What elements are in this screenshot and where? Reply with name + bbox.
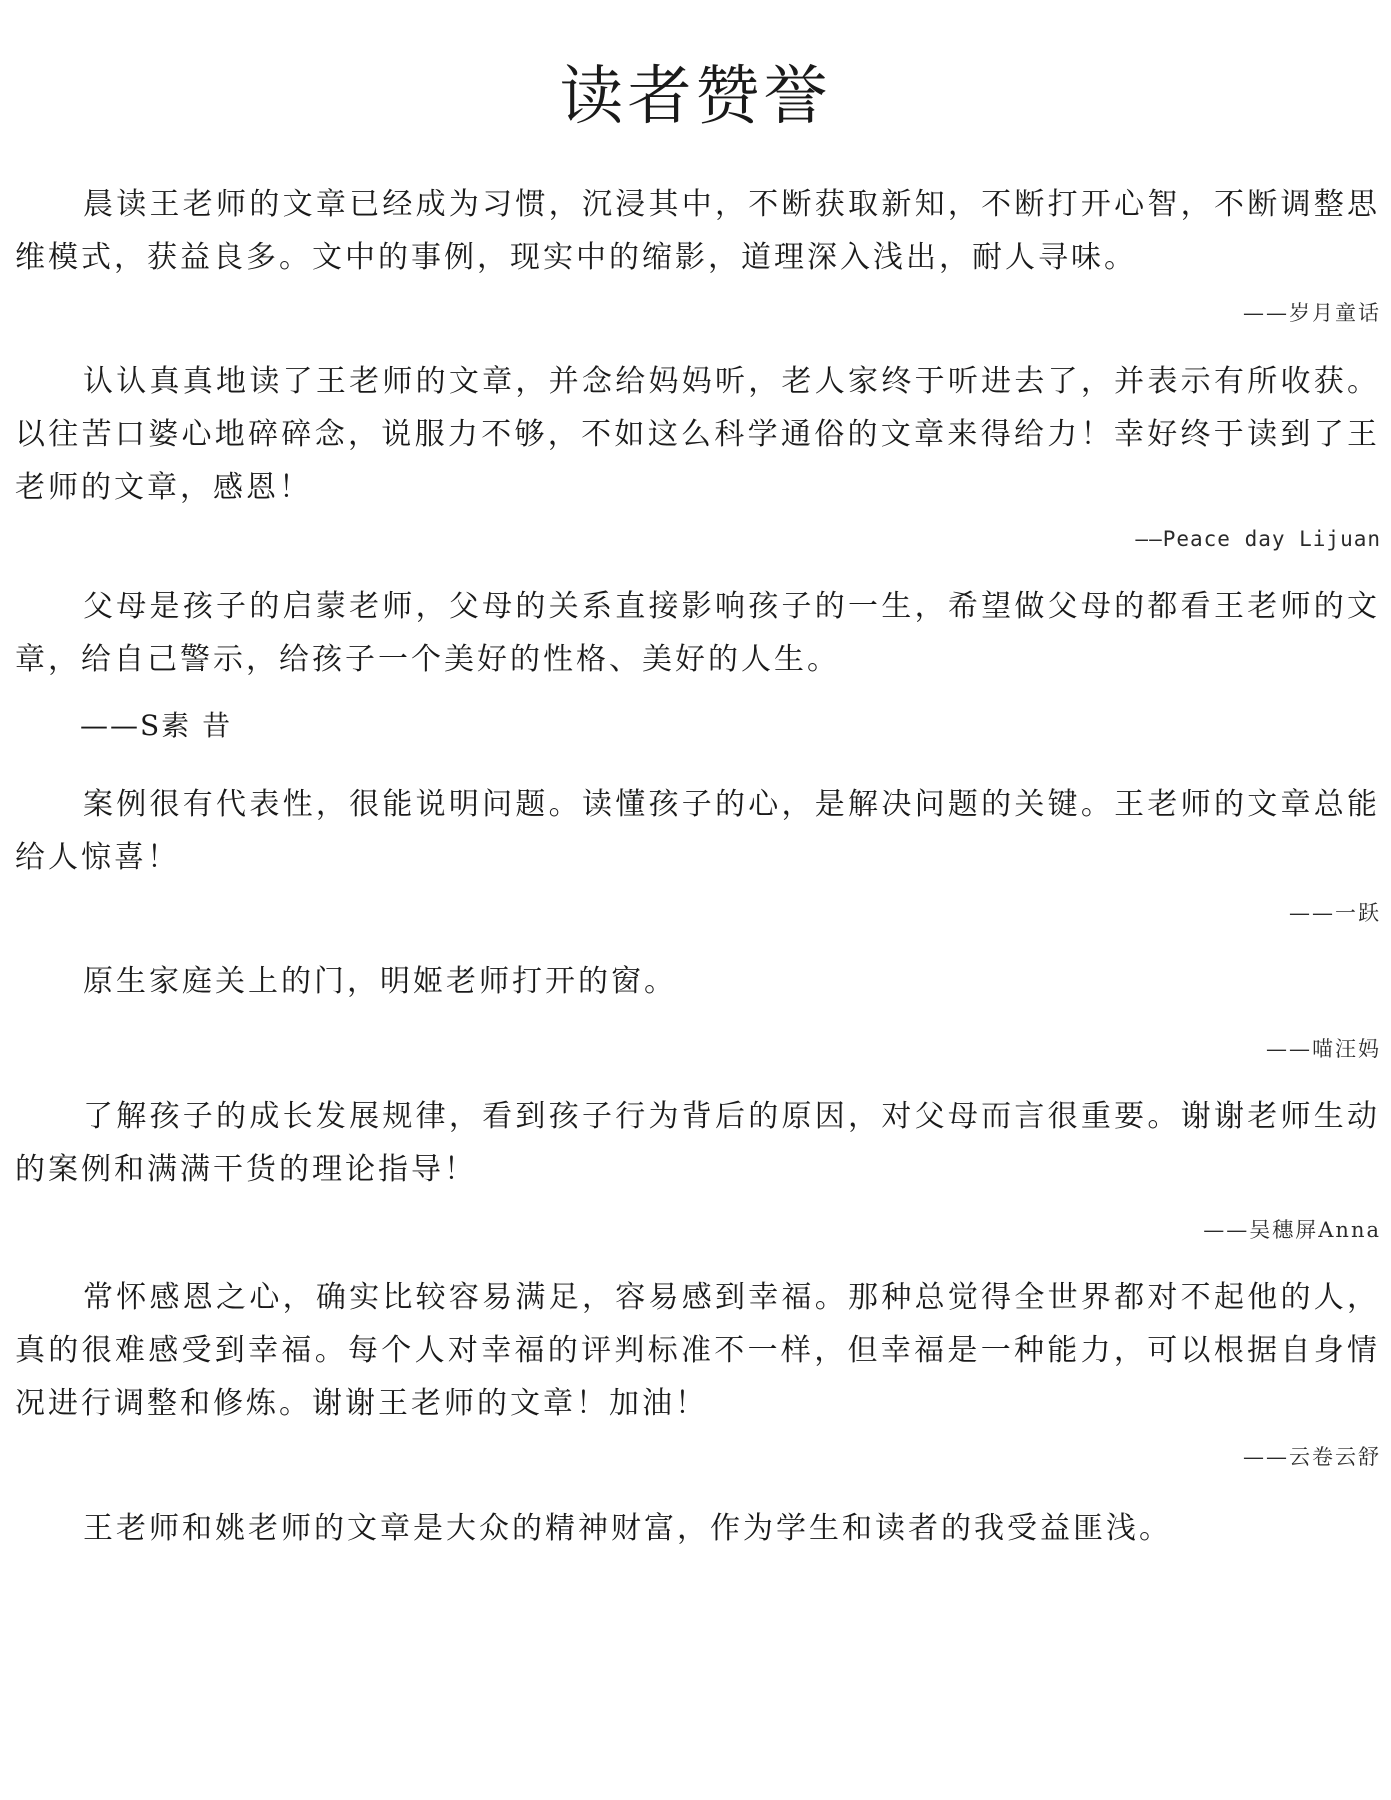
review-text-2: 认认真真地读了王老师的文章，并念给妈妈听，老人家终于听进去了，并表示有所收获。以往苦口婆心地碎碎念，说服力不够，不如这么科学通俗的文章来得给力！幸好终于读到了王老师的文章，感恩！ (15, 364, 1380, 505)
review-author-2: ——Peace day Lijuan (1135, 527, 1381, 551)
review-author-3: ——S素 昔 (80, 709, 233, 742)
review-text-7: 常怀感恩之心，确实比较容易满足，容易感到幸福。那种总觉得全世界都对不起他的人，真的很难感受到幸福。每个人对幸福的评判标准不一样，但幸福是一种能力，可以根据自身情况进行调整和修炼。谢谢王老师的文章！加油！ (15, 1280, 1380, 1421)
review-author-1: ——岁月童话 (1243, 301, 1381, 325)
review-text-5: 原生家庭关上的门，明姬老师打开的窗。 (83, 964, 677, 999)
review-text-4: 案例很有代表性，很能说明问题。读懂孩子的心，是解决问题的关键。王老师的文章总能给人惊喜！ (15, 787, 1380, 875)
review-author-7: ——云卷云舒 (1243, 1445, 1381, 1469)
review-text-1: 晨读王老师的文章已经成为习惯，沉浸其中，不断获取新知，不断打开心智，不断调整思维模式，获益良多。文中的事例，现实中的缩影，道理深入浅出，耐人寻味。 (15, 187, 1380, 275)
review-text-6: 了解孩子的成长发展规律，看到孩子行为背后的原因，对父母而言很重要。谢谢老师生动的案例和满满干货的理论指导！ (15, 1099, 1380, 1187)
review-author-4: ——一跃 (1289, 901, 1381, 925)
review-text-3: 父母是孩子的启蒙老师，父母的关系直接影响孩子的一生，希望做父母的都看王老师的文章，给自己警示，给孩子一个美好的性格、美好的人生。 (15, 589, 1380, 677)
review-author-6: ——吴穗屏Anna (1203, 1218, 1381, 1242)
review-author-5: ——喵汪妈 (1266, 1037, 1381, 1061)
review-text-8: 王老师和姚老师的文章是大众的精神财富，作为学生和读者的我受益匪浅。 (83, 1511, 1172, 1546)
page-title: 读者赞誉 (559, 60, 832, 134)
